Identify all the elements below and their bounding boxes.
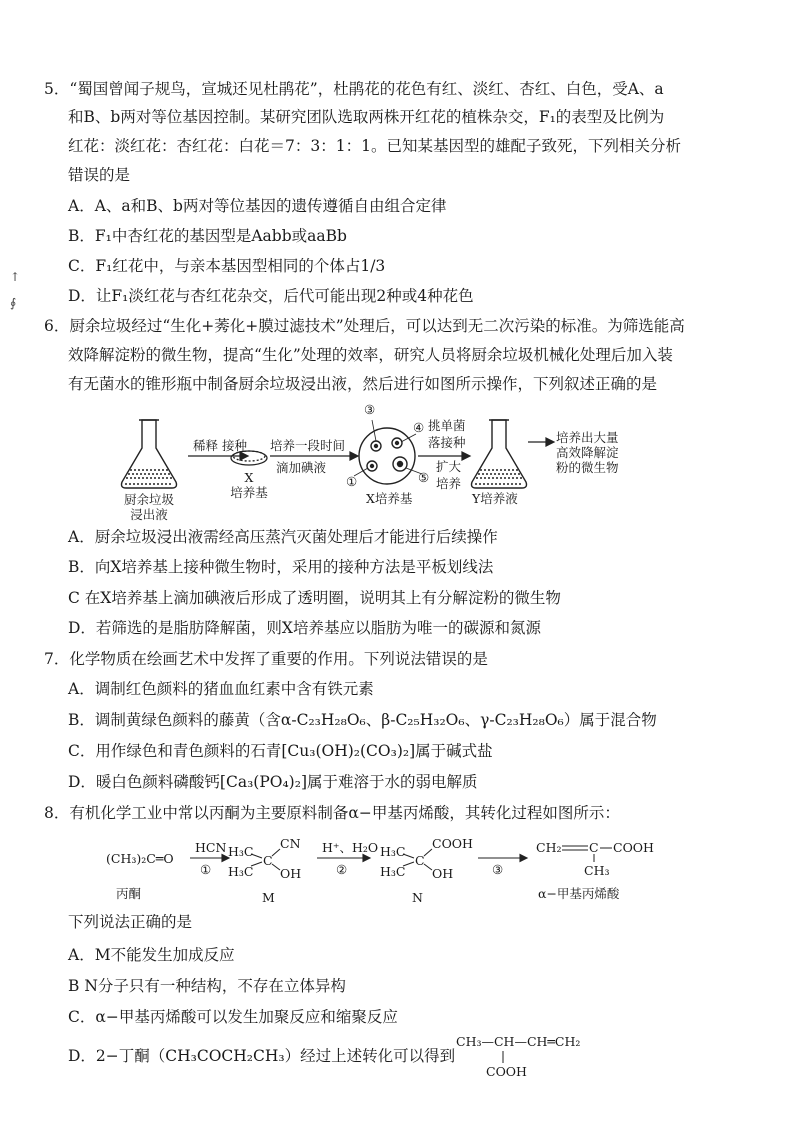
step-2-label: ② bbox=[336, 862, 348, 877]
q5-stem-line-2: 和B、b两对等位基因控制。某研究团队选取两株开红花的植株杂交，F₁的表型及比例为 bbox=[68, 108, 665, 126]
q5-option-c: C．F₁红花中，与亲本基因型相同的个体占1/3 bbox=[68, 257, 386, 275]
n-cooh: COOH bbox=[432, 836, 473, 851]
n-h3c-top: H₃C bbox=[380, 844, 406, 859]
flask-1-label: 厨余垃圾 浸出液 bbox=[123, 492, 174, 522]
q7-option-d: D．暖白色颜料磷酸钙[Ca₃(PO₄)₂]属于难溶于水的弱电解质 bbox=[68, 773, 478, 791]
arrow-2-label-bottom: 滴加碘液 bbox=[276, 460, 327, 475]
step-3-label: ③ bbox=[492, 862, 504, 877]
q6-stem-line-3: 有无菌水的锥形瓶中制备厨余垃圾浸出液，然后进行如图所示操作，下列叙述正确的是 bbox=[68, 375, 658, 393]
q6-stem-line-1: 6．厨余垃圾经过“生化+莠化+膜过滤技术”处理后，可以达到无二次污染的标准。为筛选能高 bbox=[44, 317, 685, 335]
flask-1-icon bbox=[122, 420, 177, 488]
n-oh: OH bbox=[432, 866, 454, 881]
step-1-reagent: HCN bbox=[195, 840, 227, 855]
optd-struct-bottom: COOH bbox=[486, 1064, 527, 1079]
petri-dish-1-icon bbox=[231, 451, 267, 465]
q7-option-b: B．调制黄绿色颜料的藤黄（含α-C₂₃H₂₈O₆、β-C₂₅H₃₂O₆、γ-C₂₃H₂₈O₆）属于混合物 bbox=[68, 711, 657, 729]
q5-option-d: D．让F₁淡红花与杏红花杂交，后代可能出现2种或4种花色 bbox=[68, 287, 474, 305]
q5-option-b: B．F₁中杏红花的基因型是Aabb或aaBb bbox=[68, 227, 347, 245]
q5-number: 5． bbox=[44, 80, 70, 98]
m-cn: CN bbox=[280, 836, 301, 851]
product-carbon: C bbox=[589, 840, 599, 855]
dish-1-label: X 培养基 bbox=[230, 470, 268, 500]
product-ch3: CH₃ bbox=[584, 863, 610, 878]
q6-stem-line-2: 效降解淀粉的微生物，提高“生化”处理的效率，研究人员将厨余垃圾机械化处理后加入装 bbox=[68, 346, 673, 364]
q6-option-a: A．厨余垃圾浸出液需经高压蒸汽灭菌处理后才能进行后续操作 bbox=[68, 528, 498, 546]
arrow-3-label-3: 扩大 bbox=[436, 459, 462, 474]
m-h3c-bottom: H₃C bbox=[228, 864, 254, 879]
margin-mark-1: ↑ bbox=[10, 270, 21, 284]
colony-1-label: ① bbox=[346, 474, 358, 489]
step-2-reagent: H⁺、H₂O bbox=[322, 840, 379, 855]
q6-option-c: C 在X培养基上滴加碘液后形成了透明圈，说明其上有分解淀粉的微生物 bbox=[68, 589, 561, 607]
dish-2-label: X培养基 bbox=[366, 491, 413, 506]
optd-struct-top: CH₃—CH—CH═CH₂ bbox=[456, 1034, 581, 1049]
result-label: 培养出大量 高效降解淀 粉的微生物 bbox=[556, 430, 619, 475]
q8-stem: 8．有机化学工业中常以丙酮为主要原料制备α−甲基丙烯酸，其转化过程如图所示： bbox=[44, 804, 620, 822]
q5-stem-line-1: 5．“蜀国曾闻子规鸟，宣城还见杜鹃花”，杜鹃花的花色有红、淡红、杏红、白色，受A、a bbox=[44, 80, 664, 98]
arrow-2-label-top: 培养一段时间 bbox=[270, 438, 346, 453]
margin-mark-2: ∮ bbox=[10, 296, 17, 310]
q6-diagram bbox=[110, 398, 690, 523]
q6-option-b: B．向X培养基上接种微生物时，采用的接种方法是平板划线法 bbox=[68, 558, 494, 576]
m-h3c-top: H₃C bbox=[228, 844, 254, 859]
q7-option-a: A．调制红色颜料的猪血血红素中含有铁元素 bbox=[68, 680, 374, 698]
arrow-3-label-2: 落接种 bbox=[428, 435, 466, 450]
product-ch2: CH₂ bbox=[536, 840, 562, 855]
q5-stem-line-4: 错误的是 bbox=[68, 166, 131, 184]
arrow-2-icon bbox=[270, 452, 358, 460]
acetone-formula: (CH₃)₂C═O bbox=[106, 851, 174, 866]
arrow-3-label-4: 培养 bbox=[436, 476, 462, 491]
q6-option-d: D．若筛选的是脂肪降解菌，则X培养基应以脂肪为唯一的碳源和氮源 bbox=[68, 619, 541, 637]
q8-number: 8． bbox=[44, 804, 70, 822]
product-name: α−甲基丙烯酸 bbox=[538, 886, 620, 901]
q8-reaction-scheme bbox=[100, 832, 700, 908]
arrow-1-icon bbox=[188, 452, 248, 460]
colony-4-label: ④ bbox=[413, 420, 425, 435]
q5-stem-line-3: 红花：淡红花：杏红花：白花＝7：3：1：1。已知某基因型的雄配子致死，下列相关分析 bbox=[68, 137, 681, 155]
flask-2-label: Y培养液 bbox=[472, 491, 518, 506]
acetone-name: 丙酮 bbox=[116, 886, 142, 901]
q7-number: 7． bbox=[44, 650, 70, 668]
m-name: M bbox=[262, 890, 275, 905]
petri-dish-2-icon bbox=[354, 420, 425, 484]
arrow-3-label-1: 挑单菌 bbox=[428, 418, 466, 433]
arrow-4-icon bbox=[528, 438, 554, 446]
q6-number: 6． bbox=[44, 317, 70, 335]
q8-option-d-structure bbox=[456, 1034, 596, 1084]
m-oh: OH bbox=[280, 866, 302, 881]
q8-option-a: A．M不能发生加成反应 bbox=[68, 946, 235, 964]
q8-option-c: C．α−甲基丙烯酸可以发生加聚反应和缩聚反应 bbox=[68, 1008, 398, 1026]
q7-option-c: C．用作绿色和青色颜料的石青[Cu₃(OH)₂(CO₃)₂]属于碱式盐 bbox=[68, 742, 493, 760]
colony-3-label: ③ bbox=[364, 402, 376, 417]
n-h3c-bottom: H₃C bbox=[380, 864, 406, 879]
arrow-1-label: 稀释 接种 bbox=[193, 438, 247, 453]
q5-option-a: A．A、a和B、b两对等位基因的遗传遵循自由组合定律 bbox=[68, 197, 447, 215]
q8-option-b: B N分子只有一种结构，不存在立体异构 bbox=[68, 977, 346, 995]
colony-5-label: ⑤ bbox=[418, 470, 430, 485]
m-carbon: C bbox=[263, 853, 273, 868]
n-name: N bbox=[412, 890, 423, 905]
product-cooh: COOH bbox=[613, 840, 654, 855]
q8-option-d: D．2−丁酮（CH₃COCH₂CH₃）经过上述转化可以得到 bbox=[68, 1047, 456, 1065]
flask-2-icon bbox=[472, 420, 527, 488]
q7-stem: 7．化学物质在绘画艺术中发挥了重要的作用。下列说法错误的是 bbox=[44, 650, 488, 668]
q8-sub-stem: 下列说法正确的是 bbox=[68, 913, 193, 931]
step-1-label: ① bbox=[200, 862, 212, 877]
n-carbon: C bbox=[415, 853, 425, 868]
